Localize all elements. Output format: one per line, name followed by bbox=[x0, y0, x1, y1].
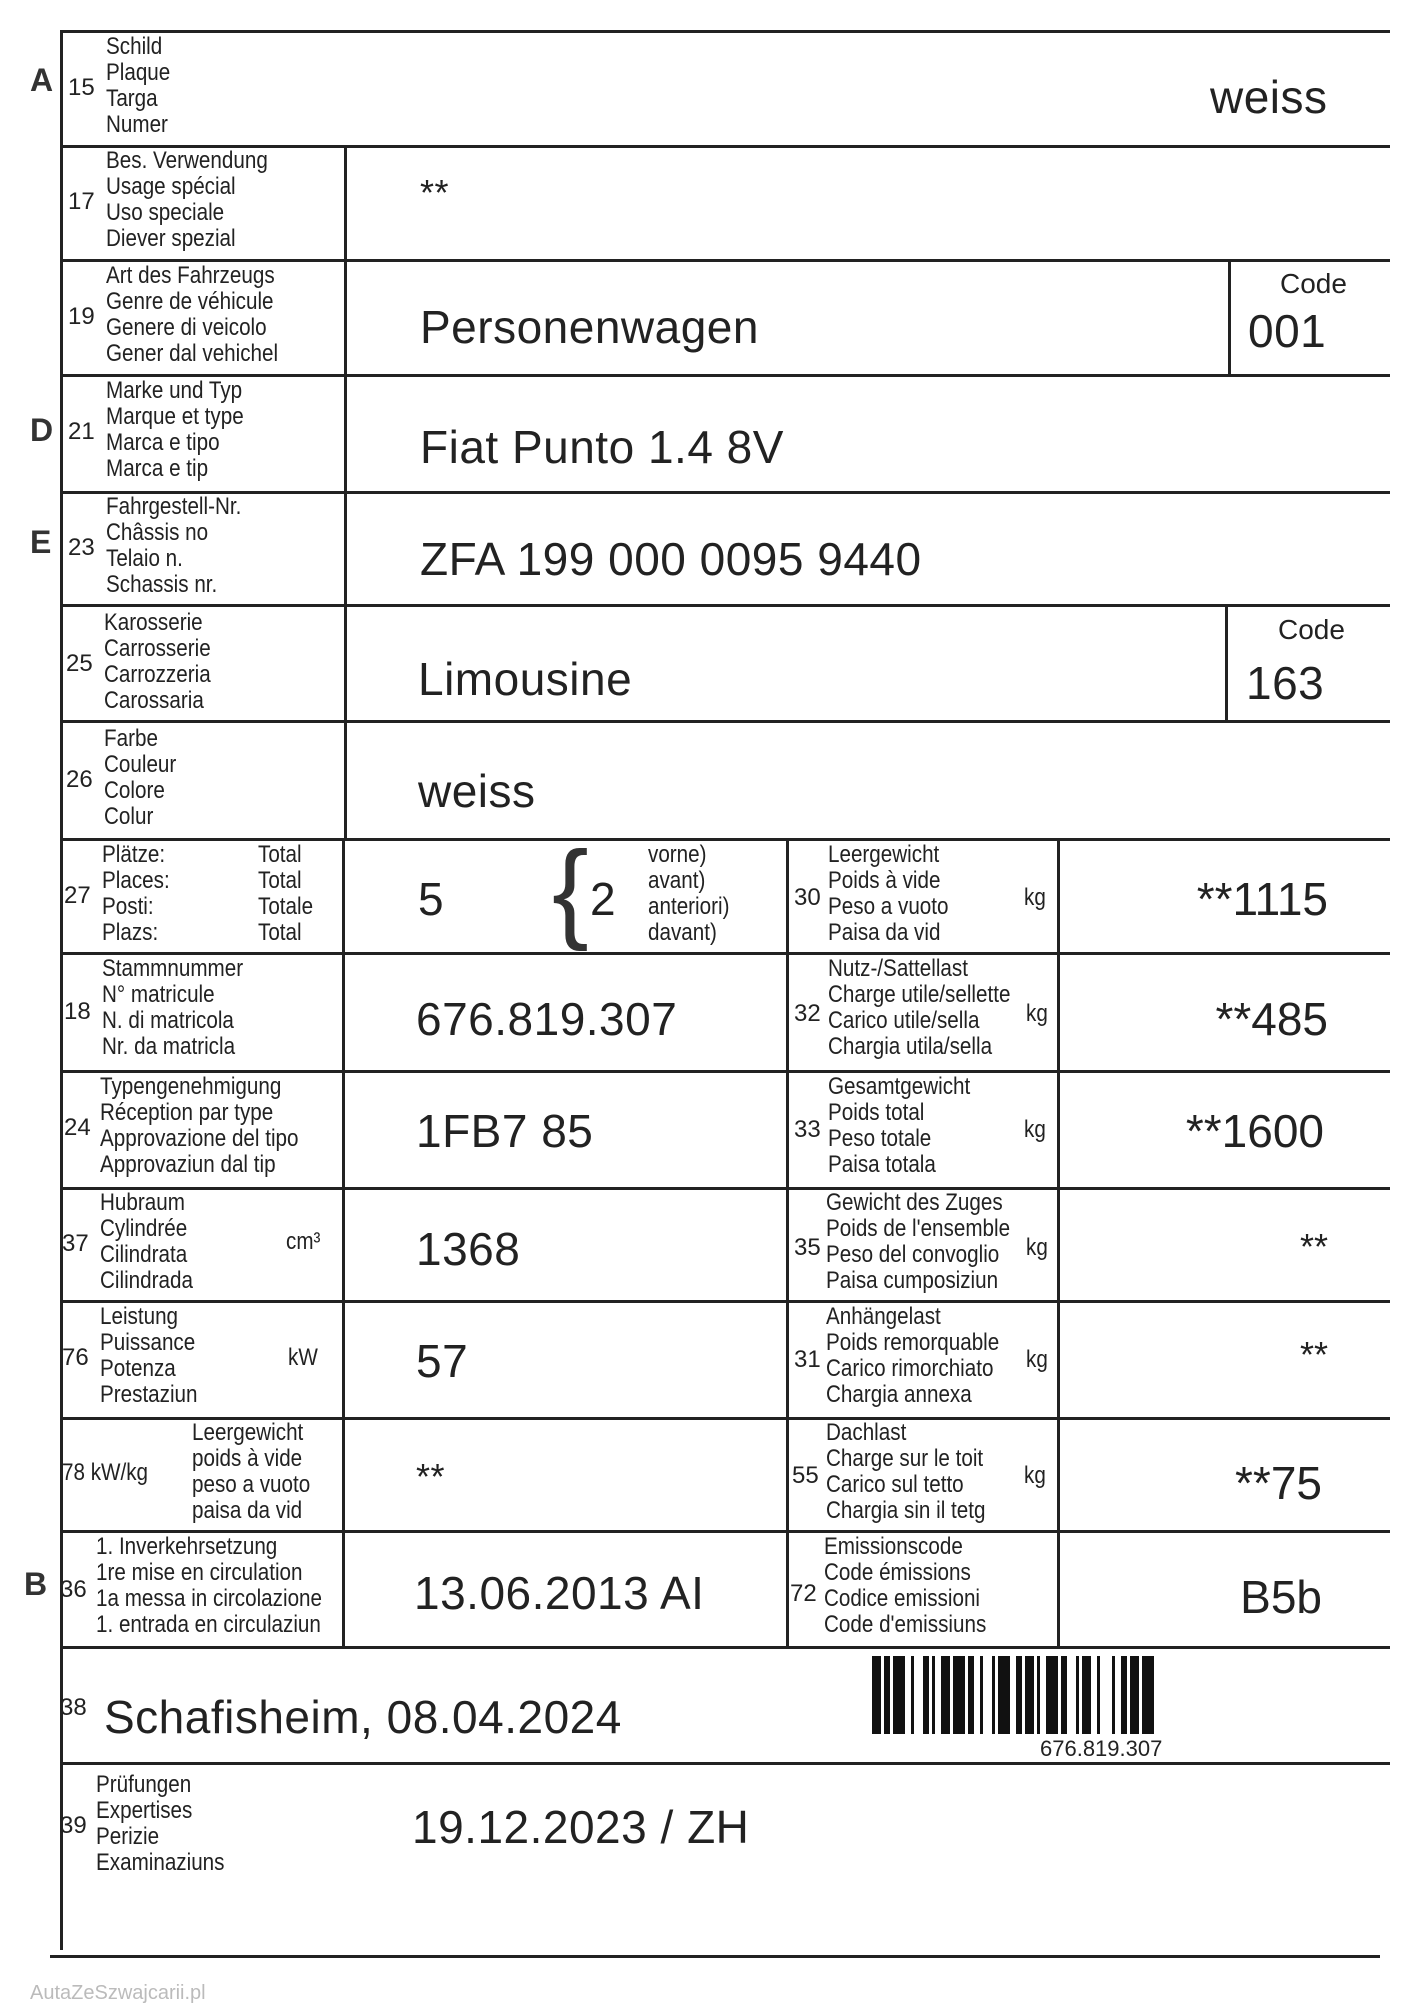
field-label: 1. Inverkehrsetzung 1re mise en circulation 1a messa in circolazione 1. entrada en circulaziun bbox=[96, 1533, 323, 1638]
make-model-value: Fiat Punto 1.4 8V bbox=[420, 421, 784, 473]
field-number: 37 bbox=[62, 1230, 89, 1257]
power-to-weight-value: ** bbox=[416, 1456, 446, 1497]
total-labels: Total Total Totale Total bbox=[258, 841, 314, 946]
field-label: Leergewicht Poids à vide Peso a vuoto Paisa da vid bbox=[828, 841, 949, 946]
chassis-number-value: ZFA 199 000 0095 9440 bbox=[420, 533, 922, 585]
barcode-bar bbox=[1142, 1656, 1154, 1734]
field-label: Anhängelast Poids remorquable Carico rimorchiato Chargia annexa bbox=[826, 1303, 1000, 1408]
code-label: Code bbox=[1278, 614, 1345, 645]
body-value: Limousine bbox=[418, 653, 633, 705]
unit-label: kg bbox=[1026, 1000, 1048, 1027]
field-number: 24 bbox=[64, 1114, 91, 1141]
first-registration-value: 13.06.2013 AI bbox=[414, 1567, 705, 1619]
displacement-value: 1368 bbox=[416, 1223, 521, 1275]
roof-load-value: **75 bbox=[1235, 1457, 1322, 1509]
field-number: 25 bbox=[66, 650, 93, 677]
field-label: Gewicht des Zuges Poids de l'ensemble Peso del convoglio Paisa cumposiziun bbox=[826, 1189, 1011, 1294]
barcode-bar bbox=[1130, 1656, 1139, 1734]
field-label: Leergewicht poids à vide peso a vuoto paisa da vid bbox=[192, 1419, 311, 1524]
barcode-bar bbox=[941, 1656, 950, 1734]
field-number: 78 kW/kg bbox=[62, 1459, 149, 1486]
seats-total-value: 5 bbox=[418, 873, 445, 925]
field-label: Gesamtgewicht Poids total Peso totale Paisa totala bbox=[828, 1073, 971, 1178]
field-number: 27 bbox=[64, 882, 91, 909]
field-label: Schild Plaque Targa Numer bbox=[106, 33, 171, 138]
field-label: Art des Fahrzeugs Genre de véhicule Genere di veicolo Gener dal vehichel bbox=[106, 262, 279, 367]
front-labels: vorne) avant) anteriori) davant) bbox=[648, 841, 730, 946]
unit-label: kg bbox=[1024, 1116, 1046, 1143]
barcode-bar bbox=[983, 1656, 992, 1734]
field-label: Fahrgestell-Nr. Châssis no Telaio n. Schassis nr. bbox=[106, 493, 242, 598]
watermark: AutaZeSzwajcarii.pl bbox=[30, 1982, 206, 2004]
field-number: 38 bbox=[60, 1694, 87, 1721]
barcode-bar bbox=[1100, 1656, 1112, 1734]
power-value: 57 bbox=[416, 1335, 469, 1387]
field-label: Dachlast Charge sur le toit Carico sul tetto Chargia sin il tetg bbox=[826, 1419, 986, 1524]
field-label: Karosserie Carrosserie Carrozzeria Carossaria bbox=[104, 609, 211, 714]
barcode bbox=[872, 1656, 1356, 1734]
field-number: 17 bbox=[68, 188, 95, 215]
margin-letter-a: A bbox=[30, 62, 54, 98]
barcode-bar bbox=[1154, 1656, 1160, 1734]
field-number: 31 bbox=[794, 1346, 821, 1373]
field-label: Farbe Couleur Colore Colur bbox=[104, 725, 177, 830]
barcode-bar bbox=[872, 1656, 881, 1734]
gross-weight-value: **1600 bbox=[1185, 1105, 1324, 1157]
field-label: Typengenehmigung Réception par type Approvazione del tipo Approvaziun dal tip bbox=[100, 1073, 299, 1178]
unit-label: cm³ bbox=[286, 1228, 321, 1255]
field-number: 32 bbox=[794, 1000, 821, 1027]
field-label: Nutz-/Sattellast Charge utile/sellette Carico utile/sella Chargia utila/sella bbox=[828, 955, 1011, 1060]
place-date-value: Schafisheim, 08.04.2024 bbox=[104, 1691, 622, 1743]
field-number: 23 bbox=[68, 534, 95, 561]
brace-icon: { bbox=[552, 829, 589, 952]
field-label: Prüfungen Expertises Perizie Examinaziuns bbox=[96, 1771, 225, 1876]
type-approval-value: 1FB7 85 bbox=[416, 1105, 594, 1157]
train-weight-value: ** bbox=[1299, 1226, 1328, 1267]
field-label: Emissionscode Code émissions Codice emissioni Code d'emissiuns bbox=[824, 1533, 987, 1638]
barcode-bar bbox=[998, 1656, 1010, 1734]
color-value: weiss bbox=[418, 765, 536, 817]
barcode-bar bbox=[953, 1656, 965, 1734]
body-code: 163 bbox=[1246, 657, 1325, 709]
unit-label: kg bbox=[1024, 1462, 1046, 1489]
master-number-value: 676.819.307 bbox=[416, 993, 678, 1045]
inspections-value: 19.12.2023 / ZH bbox=[412, 1801, 750, 1853]
field-number: 19 bbox=[68, 303, 95, 330]
unit-label: kW bbox=[288, 1344, 318, 1371]
field-number: 39 bbox=[60, 1812, 87, 1839]
field-label: Hubraum Cylindrée Cilindrata Cilindrada bbox=[100, 1189, 193, 1294]
barcode-bar bbox=[914, 1656, 923, 1734]
field-number: 35 bbox=[794, 1234, 821, 1261]
margin-letter-b: B bbox=[24, 1566, 48, 1602]
payload-value: **485 bbox=[1215, 993, 1328, 1045]
barcode-bar bbox=[893, 1656, 905, 1734]
field-number: 26 bbox=[66, 766, 93, 793]
barcode-bar bbox=[1067, 1656, 1076, 1734]
unit-label: kg bbox=[1026, 1346, 1048, 1373]
field-label: Stammnummer N° matricule N. di matricola Nr. da matricla bbox=[102, 955, 244, 1060]
unit-label: kg bbox=[1024, 884, 1046, 911]
emission-code-value: B5b bbox=[1240, 1571, 1322, 1623]
field-label: Bes. Verwendung Usage spécial Uso speciale Diever spezial bbox=[106, 147, 268, 252]
field-label: Marke und Typ Marque et type Marca e tipo Marca e tip bbox=[106, 377, 244, 482]
code-label: Code bbox=[1280, 268, 1347, 299]
barcode-bar bbox=[1025, 1656, 1034, 1734]
curb-weight-value: **1115 bbox=[1196, 873, 1328, 925]
special-use-value: ** bbox=[420, 172, 450, 213]
seats-front-value: 2 bbox=[590, 873, 617, 925]
vehicle-type-value: Personenwagen bbox=[420, 301, 759, 353]
field-number: 30 bbox=[794, 884, 821, 911]
field-number: 36 bbox=[60, 1576, 87, 1603]
margin-letter-d: D bbox=[30, 412, 54, 448]
field-number: 15 bbox=[68, 74, 95, 101]
field-number: 55 bbox=[792, 1462, 819, 1489]
towing-weight-value: ** bbox=[1299, 1334, 1328, 1375]
field-label: Leistung Puissance Potenza Prestaziun bbox=[100, 1303, 198, 1408]
margin-letter-e: E bbox=[30, 524, 52, 560]
barcode-bar bbox=[1082, 1656, 1091, 1734]
field-number: 21 bbox=[68, 418, 95, 445]
barcode-bar bbox=[1046, 1656, 1058, 1734]
barcode-text: 676.819.307 bbox=[1040, 1736, 1163, 1761]
field-label: Plätze: Places: Posti: Plazs: bbox=[102, 841, 170, 946]
plate-value: weiss bbox=[1210, 71, 1328, 123]
vehicle-type-code: 001 bbox=[1248, 305, 1327, 357]
field-number: 33 bbox=[794, 1116, 821, 1143]
field-number: 76 bbox=[62, 1344, 89, 1371]
unit-label: kg bbox=[1026, 1234, 1048, 1261]
field-number: 72 bbox=[790, 1580, 817, 1607]
field-number: 18 bbox=[64, 998, 91, 1025]
